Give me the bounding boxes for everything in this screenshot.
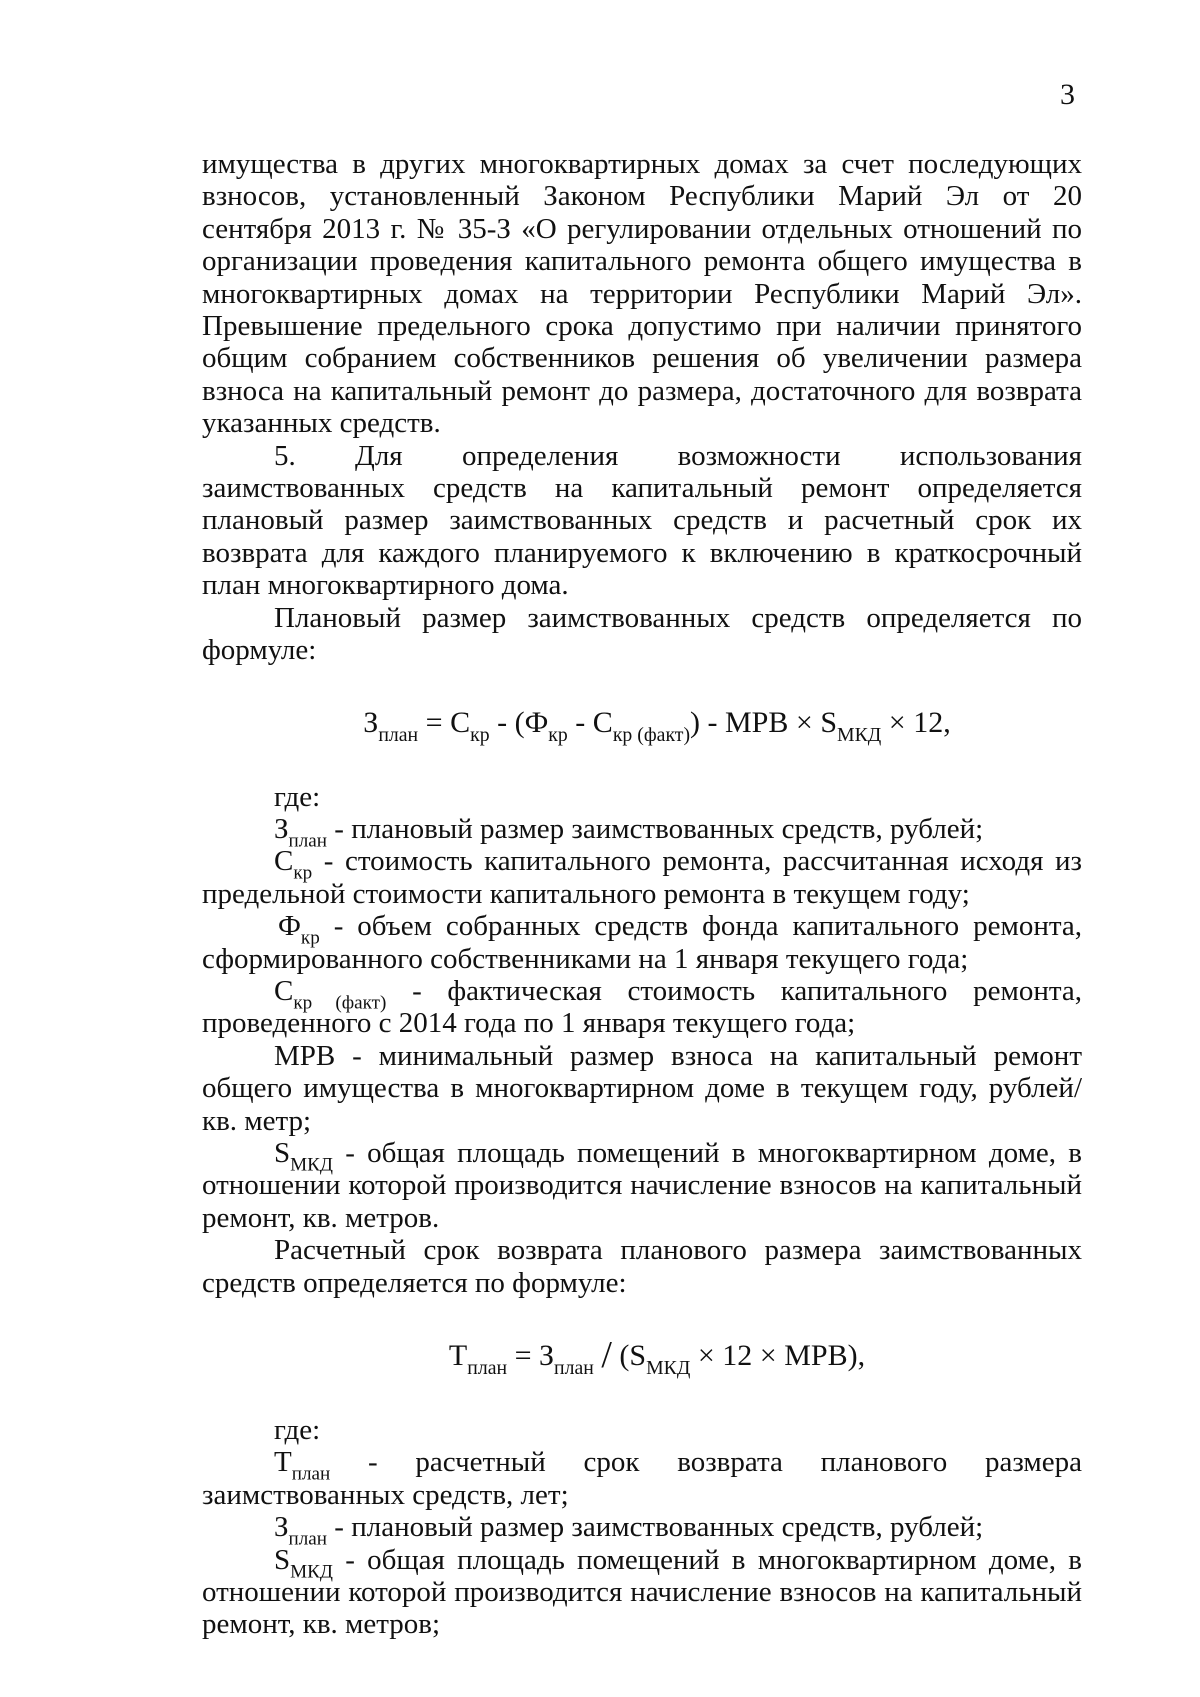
paragraph-item-5: 5. Для определения возможности использования заимствованных средств на капитальный ремонт определяется плановый размер заимствованных средств и расчетный срок их возврата для каждого планируемого к включению в краткосрочный план многоквартирного дома. [202,439,1082,602]
page-number: 3 [1060,78,1075,111]
paragraph-formula1-intro: Плановый размер заимствованных средств определяется по формуле: [202,601,1082,667]
paragraph-intro: имущества в других многоквартирных домах за счет последующих взносов, установленный Законом Республики Марий Эл от 20 сентября 2013 г. № 35-З «О регулировании отдельных отношений по организации проведения капитального ремонта общего имущества в многоквартирных домах на территории Республики Марий Эл». Превышение предельного срока допустимо при наличии принятого общим собранием собственников решения об увеличении размера взноса на капитальный ремонт до размера, достаточного для возврата указанных средств. [202,148,1082,440]
paragraph-formula2-intro: Расчетный срок возврата планового размера заимствованных средств определяется по формуле: [202,1234,1082,1299]
document-body [202,148,1082,1641]
definition-zplan-2: $З_{план}$ - плановый размер заимствованных средств, рублей; [274,1511,984,1550]
definition-smkd: $S_{МКД}$ - общая площадь помещений в многоквартирном доме, в отношении которой производится начисление взносов на капитальный ремонт, кв. метров. [202,1136,1082,1234]
definition-smkd-2: $S_{МКД}$ - общая площадь помещений в многоквартирном доме, в отношении которой производится начисление взносов на капитальный ремонт, кв. метров; [202,1543,1082,1641]
definition-mrv: МРВ - минимальный размер взноса на капитальный ремонт общего имущества в многоквартирном доме в текущем году, рублей/кв. метр; [202,1039,1082,1137]
definition-ckr-fakt: $С_{кр (факт)}$ - фактическая стоимость капитального ремонта, проведенного с 2014 года по 1 января текущего года; [202,974,1082,1040]
formula-repayment-term: $Т_{план} = З_{план} / (S_{МКД} \times 12 \times МРВ)$, [448,1334,866,1379]
where-label-2: где: [274,1414,321,1446]
where-label-1: где: [274,780,321,813]
definition-tplan: $Т_{план}$ - расчетный срок возврата планового размера заимствованных средств, лет; [202,1446,1082,1511]
definition-fkr: $Ф_{кр}$ - объем собранных средств фонда капитального ремонта, сформированного собственниками на 1 января текущего года; [202,910,1082,975]
formula-planned-borrowed: $З_{план} = С_{кр} - (Ф_{кр} - С_{кр (факт)})$ - МРВ × $S_{МКД} \times 12$, [363,705,951,746]
definition-ckr: $С_{кр}$ - стоимость капитального ремонта, рассчитанная исходя из предельной стоимости капитального ремонта в текущем году; [202,845,1082,910]
definition-zplan: $З_{план}$ - плановый размер заимствованных средств, рублей; [274,812,984,852]
